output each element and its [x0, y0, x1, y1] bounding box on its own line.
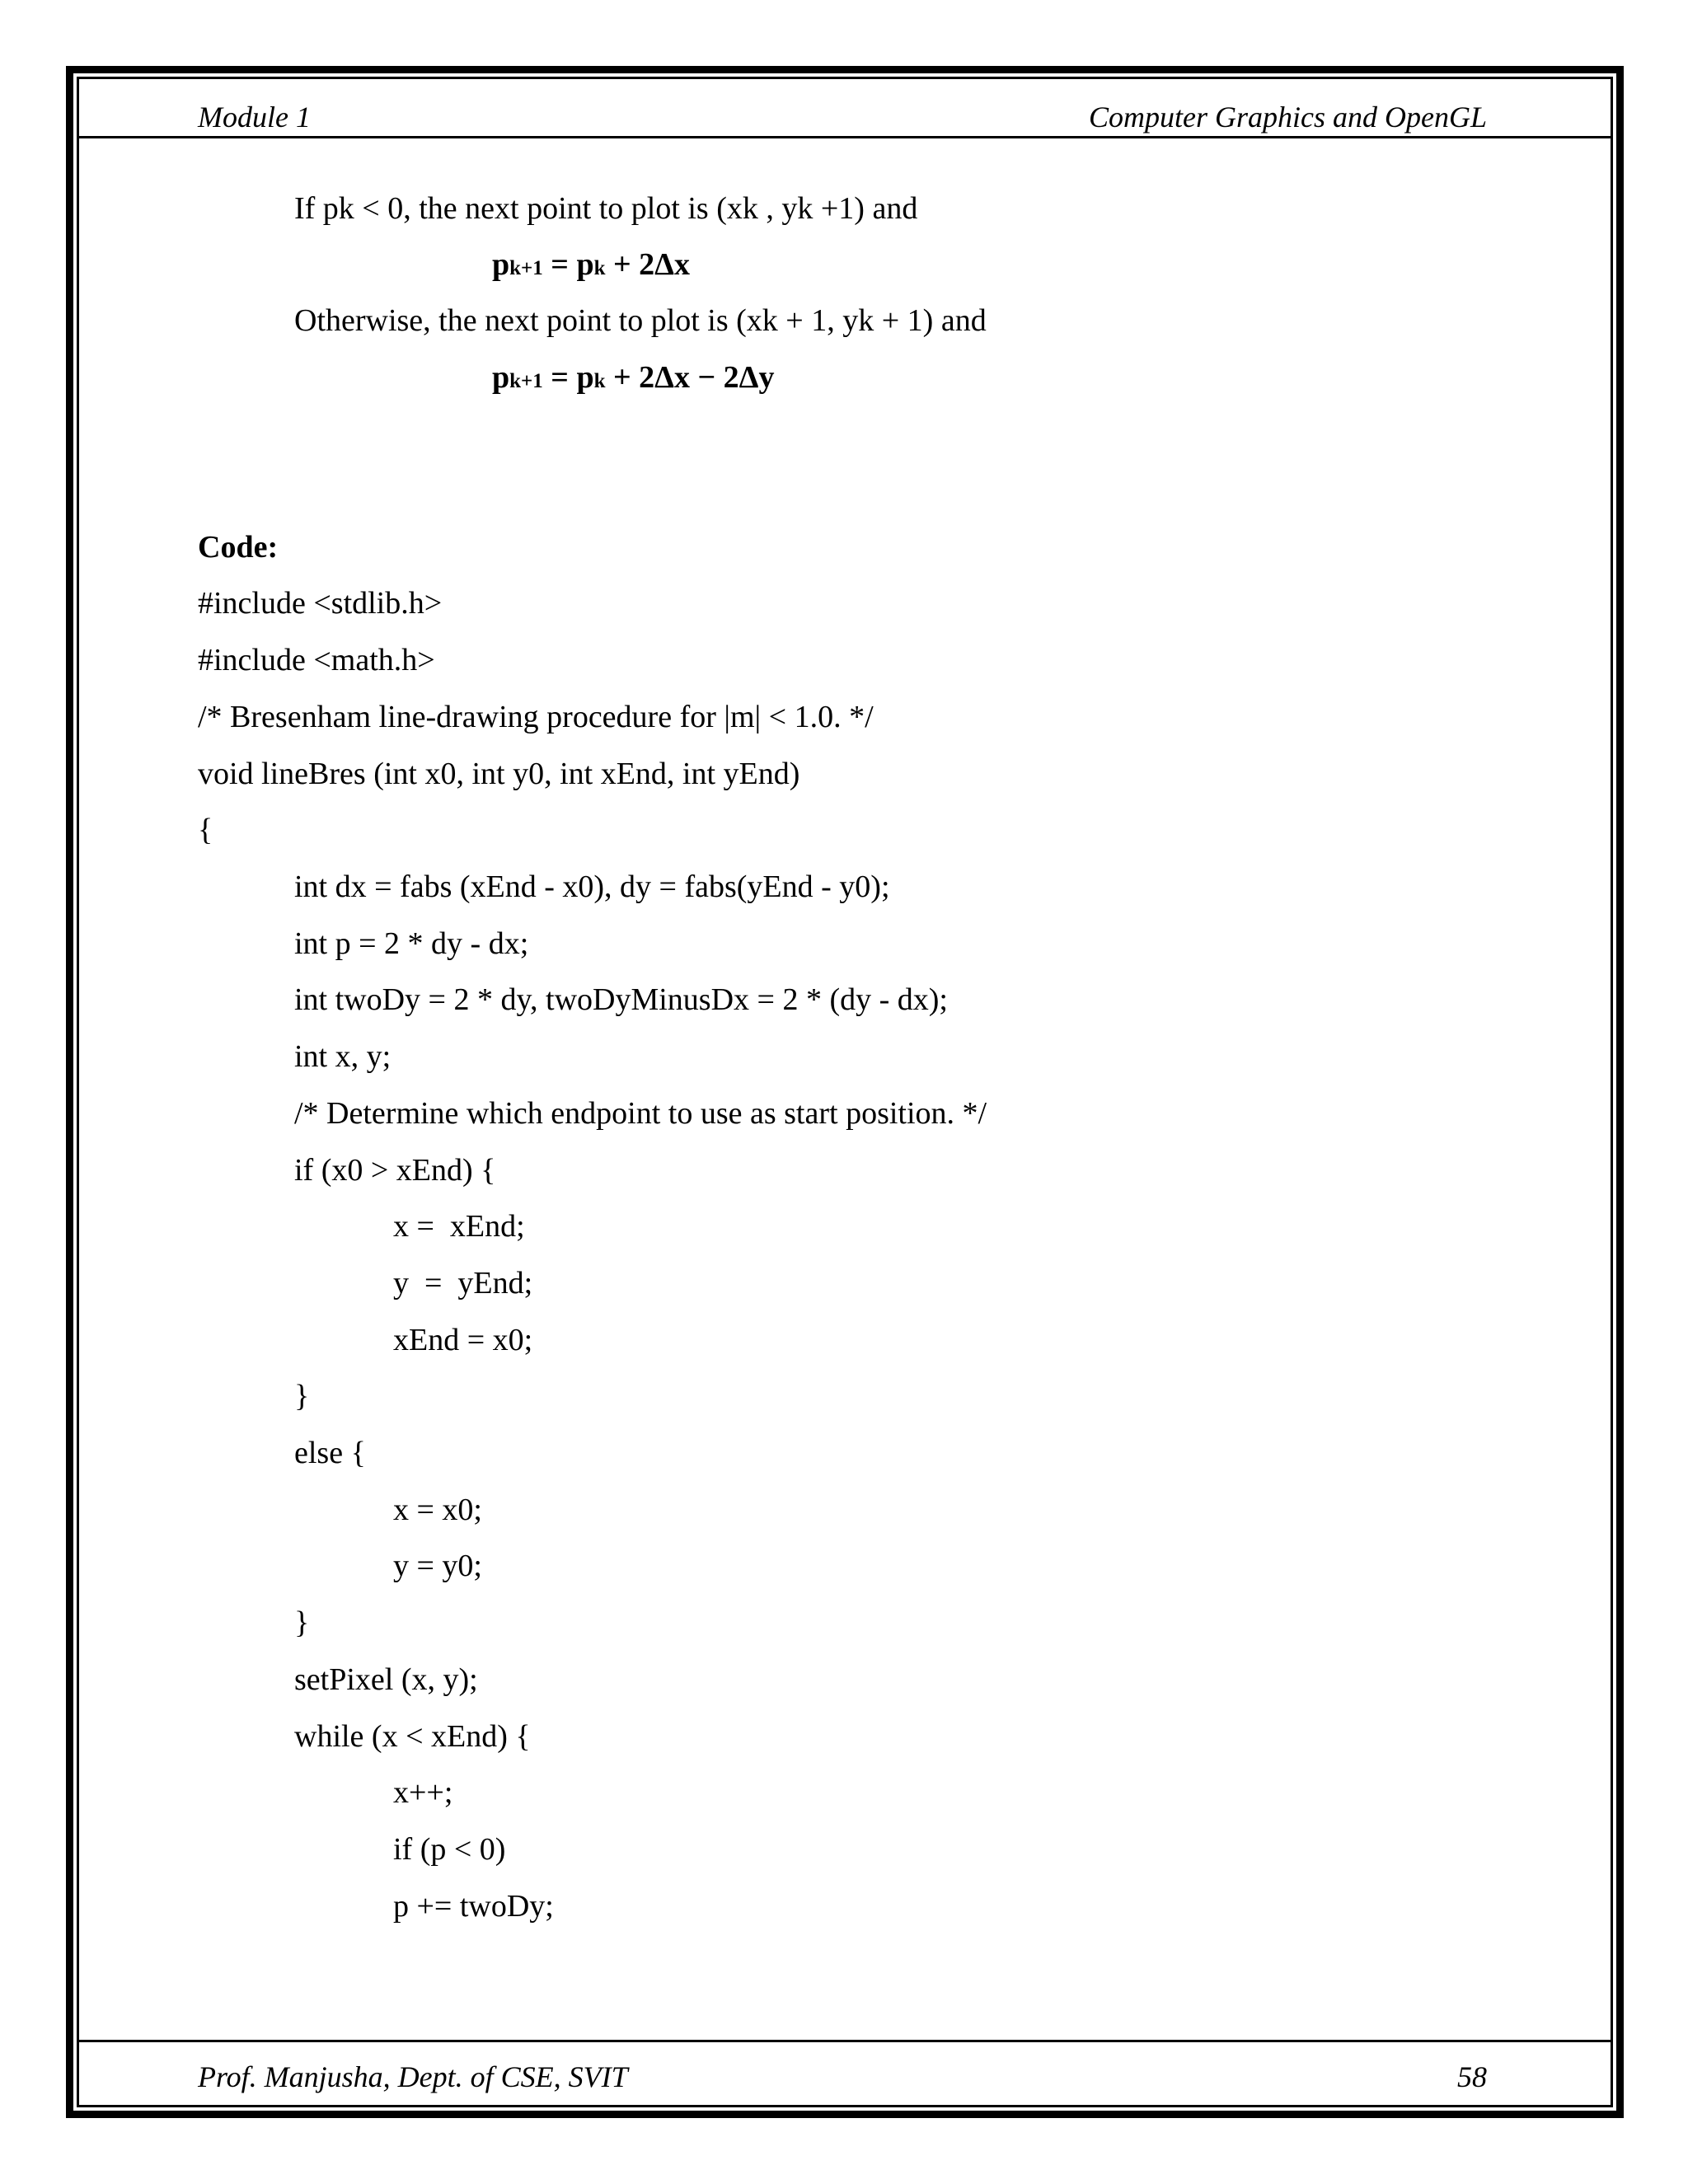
- header-rule: [77, 136, 1613, 138]
- code-line: if (x0 > xEnd) {: [294, 1153, 496, 1188]
- code-line: x = xEnd;: [393, 1209, 525, 1244]
- footer-rule: [77, 2040, 1613, 2042]
- code-line: /* Determine which endpoint to use as start position. */: [294, 1096, 987, 1131]
- code-line: void lineBres (int x0, int y0, int xEnd, int yEnd): [198, 757, 800, 791]
- code-line: y = yEnd;: [393, 1266, 533, 1301]
- code-line: /* Bresenham line-drawing procedure for |m| < 1.0. */: [198, 700, 874, 734]
- code-line: #include <math.h>: [198, 643, 435, 677]
- code-line: int dx = fabs (xEnd - x0), dy = fabs(yEnd - y0);: [294, 869, 890, 904]
- code-line: int twoDy = 2 * dy, twoDyMinusDx = 2 * (dy - dx);: [294, 982, 948, 1017]
- code-heading: Code:: [198, 530, 279, 565]
- condition-negative-pk: If pk < 0, the next point to plot is (xk , yk +1) and: [294, 191, 918, 226]
- code-line: while (x < xEnd) {: [294, 1719, 531, 1754]
- code-line: if (p < 0): [393, 1832, 506, 1867]
- code-line: }: [294, 1379, 310, 1413]
- code-line: int x, y;: [294, 1039, 392, 1074]
- code-line: x = x0;: [393, 1493, 482, 1527]
- code-line: #include <stdlib.h>: [198, 586, 443, 621]
- page-number: 58: [1457, 2060, 1487, 2093]
- header-course-title: Computer Graphics and OpenGL: [1089, 101, 1487, 134]
- code-line: xEnd = x0;: [393, 1323, 533, 1357]
- header-module: Module 1: [198, 101, 311, 134]
- code-line: {: [198, 813, 213, 847]
- condition-otherwise: Otherwise, the next point to plot is (xk + 1, yk + 1) and: [294, 303, 987, 338]
- code-line: p += twoDy;: [393, 1889, 554, 1924]
- page-border-inner: [77, 77, 1613, 2107]
- code-line: setPixel (x, y);: [294, 1662, 478, 1697]
- code-line: else {: [294, 1436, 366, 1470]
- footer-author: Prof. Manjusha, Dept. of CSE, SVIT: [198, 2060, 628, 2093]
- code-line: y = y0;: [393, 1549, 482, 1583]
- equation-pk-plus-1-case2: pk+1 = pk + 2Δx − 2Δy: [492, 360, 775, 395]
- code-line: x++;: [393, 1775, 453, 1810]
- code-line: int p = 2 * dy - dx;: [294, 926, 529, 961]
- code-line: }: [294, 1605, 310, 1640]
- equation-pk-plus-1-case1: pk+1 = pk + 2Δx: [492, 247, 690, 282]
